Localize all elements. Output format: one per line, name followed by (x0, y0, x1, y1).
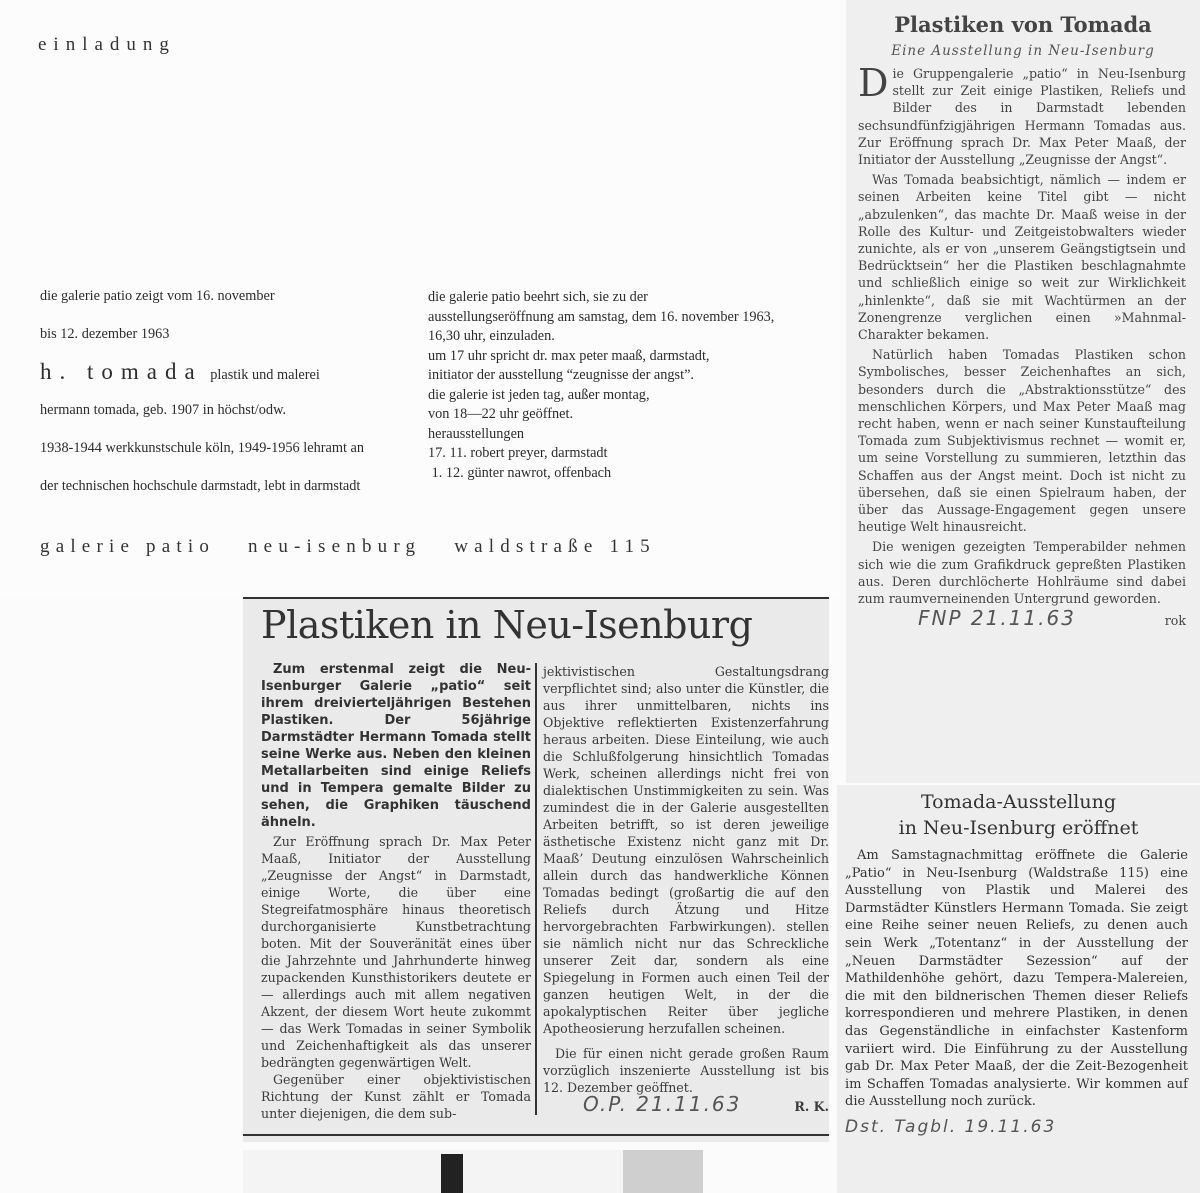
invite-line: 16,30 uhr, einzuladen. (428, 328, 555, 344)
bio-line-2: 1938-1944 werkkunstschule köln, 1949-1956 lehramt an (40, 440, 365, 456)
artist-line (40, 359, 430, 400)
photo-fragment (243, 1150, 703, 1193)
invitation-right-column (428, 288, 838, 483)
bio-line-1: hermann tomada, geb. 1907 in höchst/odw. (40, 402, 287, 418)
invitation-card (0, 0, 840, 595)
paragraph: Am Samstagnachmittag eröffnete die Galerie „Patio“ in Neu-Isenburg (Waldstraße 115) eine Ausstellung von Plastik und Malerei des Darmstädter Künstlers Hermann Tomada. Sie zeigt eine Reihe seiner neuen Reliefs, zu denen auch sein Werk „Totentanz“ in der Ausstellung der „Neuen Darmstädter Sezession“ auf der Mathildenhöhe gehört, dazu Tempera-Malereien, die mit den bildnerischen Themen dieser Reliefs korrespondieren und mehrere Plastiken, in denen das Gegenständliche in einfachster Kastenform variiert wird. Die Einführung zu der Ausstellung gab Dr. Max Peter Maaß, der die Zeit-Bezogenheit im Schaffen Tomadas analysierte. Wir kommen auf die Ausstellung noch zurück. (845, 848, 1188, 1110)
handwritten-note: O.P. 21.11.63 (583, 1092, 742, 1116)
dates-line-1: die galerie patio zeigt vom 16. november (40, 288, 275, 304)
gallery-name: galerie patio (40, 536, 216, 557)
invite-line: die galerie patio beehrt sich, sie zu der (428, 289, 648, 305)
signature-line (543, 1092, 829, 1116)
photo-shadow (623, 1150, 703, 1193)
paragraph: Natürlich haben Tomadas Plastiken schon Symbolisches, besser Zeichenhaftes an sich, besonders durch die „Abstraktionsstütze“ des menschlichen Körpers, und Max Peter Maaß mag recht haben, wenn er nach seiner Kunstaufteilung Tomada zum Subjektivismus rechnet — womit er, um seine Vorstellung zu summieren, letzthin das Schaffen aus der Angst meint. Doch ist nicht zu übersehen, daß sie einen Spielraum haben, der über das Aussage-Engagement gegen unsere heutige Welt hinausreicht. (858, 347, 1186, 535)
invitation-heading: einladung (38, 34, 176, 55)
clipping-op (243, 597, 829, 1142)
gallery-address (40, 536, 678, 558)
clipping-title: Plastiken von Tomada (894, 12, 1152, 37)
invite-line: um 17 uhr spricht dr. max peter maaß, darmstadt, (428, 347, 710, 364)
invite-line: von 18—22 uhr geöffnet. (428, 406, 574, 422)
clipping-title-line-2: in Neu-Isenburg eröffnet (898, 817, 1139, 839)
clipping-subtitle: Eine Ausstellung in Neu-Isenburg (891, 43, 1155, 59)
clipping-body (846, 59, 1200, 630)
author-signature: R. K. (794, 1099, 829, 1114)
handwritten-note: FNP 21.11.63 (918, 606, 1076, 631)
paragraph: Die wenigen gezeigten Temperabilder nehmen sich wie die zum Grafikdruck gepreßten Plastiken aus. Deren durchlöcherte Hohlräume sind dabei zum raumverneinenden Untergrund geworden. (858, 539, 1186, 607)
bottom-rule (243, 1134, 829, 1136)
artist-subtitle: plastik und malerei (210, 367, 320, 383)
invite-line: ausstellungseröffnung am samstag, dem 16. november 1963, (428, 308, 775, 325)
invitation-left-column (40, 286, 430, 514)
bio-line-3: der technischen hochschule darmstadt, lebt in darmstadt (40, 478, 361, 494)
invite-line: 1. 12. günter nawrot, offenbach (428, 464, 612, 481)
paragraph: Die Gruppengalerie „patio“ in Neu-Isenburg stellt zur Zeit einige Plastiken, Reliefs und Bilder des in Darmstadt lebenden sechsundfünfzigjährigen Hermann Tomadas aus. Zur Eröffnung sprach Dr. Max Peter Maaß, der Initiator der Ausstellung „Zeugnisse der Angst“. (858, 61, 1186, 168)
paragraph: Was Tomada beabsichtigt, nämlich — indem er seinen Arbeiten keine Titel gibt — nicht „abzulenken“, das machte Dr. Maaß weise in der Rolle des Kultur- und Zeitgeistobwalters wieder zunichte, als er von „unserem Geängstigtsein und Bedrücktsein“ her die Plastiken beschlagnahmte und schließlich einige so weit zur Wirklichkeit „hinlenkte“, daß sie mit Wachtürmen an der Zonengrenze verglichen einen »Mahnmal-Charakter bekamen. (858, 172, 1186, 343)
lead-paragraph: Zum erstenmal zeigt die Neu-Isenburger Galerie „patio“ seit ihrem dreivierteljährigen Bestehen Plastiken. Der 56jährige Darmstädter Hermann Tomada stellt seine Werke aus. Neben den kleinen Metallarbeiten sind einige Reliefs und in Tempera gemalte Bilder zu sehen, die Graphiken täuschend ähneln. (261, 662, 531, 830)
paragraph: Zur Eröffnung sprach Dr. Max Peter Maaß, Initiator der Ausstellung „Zeugnisse der Angst“ in Darmstadt, einige Worte, die über eine Stegreifatmosphäre hinaus theoretisch durchorganisierte Kunstbetrachtung boten. Mit der Souveränität eines über die Jahrzehnte und Jahrhunderte hinweg zupackenden Kunsthistorikers deutete er — allerdings auch mit allem negativen Akzent, der diesem Wort heute zukommt — das Werk Tomadas in seiner Symbolik und Zeichenhaftigkeit als das unserer bedrängten gegenwärtigen Welt. (261, 834, 531, 1070)
dates-line-2: bis 12. dezember 1963 (40, 326, 170, 342)
invite-line: 17. 11. robert preyer, darmstadt (428, 445, 608, 461)
invite-line: die galerie ist jeden tag, außer montag, (428, 386, 650, 403)
drop-cap: D (858, 61, 889, 105)
handwritten-note: Dst. Tagbl. 19.11.63 (845, 1116, 1057, 1137)
clipping-title: Plastiken in Neu-Isenburg (261, 603, 753, 647)
column-b (535, 663, 829, 1115)
invite-line: herausstellungen (428, 425, 525, 442)
sculpture-silhouette (441, 1154, 463, 1193)
clipping-title-line-1: Tomada-Ausstellung (920, 791, 1117, 813)
author-signature: rok (1164, 613, 1186, 629)
clipping-body (837, 841, 1200, 1111)
gallery-street: waldstraße 115 (454, 536, 656, 557)
paragraph: Die für einen nicht gerade großen Raum vorzüglich inszenierte Ausstellung ist bis 12. Dezember geöffnet. (543, 1046, 829, 1095)
gallery-city: neu-isenburg (247, 536, 422, 557)
paragraph: jektivistischen Gestaltungsdrang verpflichtet sind; also unter die Künstler, die aus ihrer unmittelbaren, nichts ins Objektive reflektierten Existenzerfahrung heraus arbeiten. Diese Einteilung, wie auch die Schlußfolgerung hinsichtlich Tomadas Werk, scheinen allerdings nicht frei von dialektischen Unstimmigkeiten zu sein. Was zumindest die in der Galerie ausgestellten Arbeiten betrifft, so ist deren jeweilige ästhetische Existenz nicht ganz mit Dr. Maaß’ Deutung einzulösen Wahrscheinlich allein durch das handwerkliche Können Tomadas bedingt (großartig die auf den Reliefs durch Ätzung und Hitze hervorgebrachten Farbwirkungen). stellen sie nämlich nicht nur das Schreckliche unserer Zeit dar, sondern als eine Spiegelung in Formen auch einen Teil der ganzen heutigen Welt, in der die apokalyptischen Reiter über jegliche Apotheosierung herzufallen scheinen. (543, 664, 829, 1036)
clipping-fnp (846, 0, 1200, 783)
paragraph: Gegenüber einer objektivistischen Richtung der Kunst zählt er Tomada unter diejenigen, die dem sub- (261, 1072, 531, 1121)
column-a (261, 661, 531, 1122)
invite-line: initiator der ausstellung “zeugnisse der angst”. (428, 367, 695, 383)
artist-name: h. tomada (40, 359, 203, 384)
clipping-tagblatt (837, 785, 1200, 1193)
